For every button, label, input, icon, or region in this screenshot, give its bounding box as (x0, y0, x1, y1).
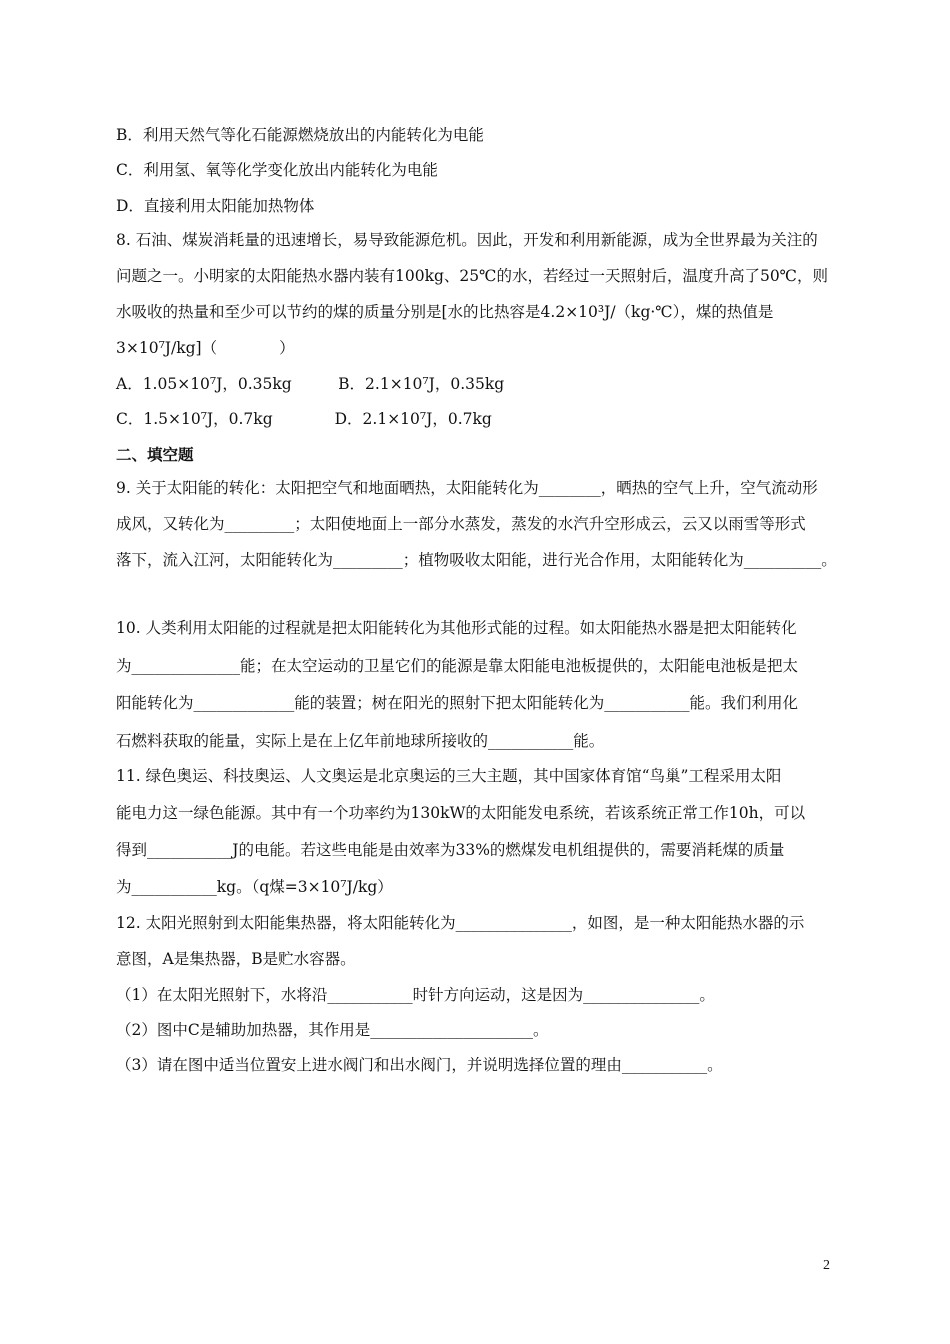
question-8-line-1: 8. 石油、煤炭消耗量的迅速增长，易导致能源危机。因此，开发和利用新能源，成为全世界最为关注的 (116, 231, 818, 249)
question-12-line-2: 意图，A是集热器，B是贮水容器。 (116, 950, 356, 968)
question-10-line-4: 石燃料获取的能量，实际上是在上亿年前地球所接收的___________能。 (116, 732, 605, 750)
question-9-line-3: 落下，流入江河，太阳能转化为_________；植物吸收太阳能，进行光合作用，太阳能转化为__________。 (116, 551, 837, 569)
option-b-q7: B．利用天然气等化石能源燃烧放出的内能转化为电能 (116, 126, 484, 144)
question-11-line-4: 为___________kg。（q煤=3×10⁷J/kg） (116, 878, 393, 896)
question-10-line-1: 10. 人类利用太阳能的过程就是把太阳能转化为其他形式能的过程。如太阳能热水器是把太阳能转化 (116, 619, 797, 637)
option-c-q7: C．利用氢、氧等化学变化放出内能转化为电能 (116, 161, 438, 179)
question-11-line-3: 得到___________J的电能。若这些电能是由效率为33%的燃煤发电机组提供的，需要消耗煤的质量 (116, 841, 785, 859)
question-8-options-ab: A．1.05×10⁷J，0.35kg B．2.1×10⁷J，0.35kg (116, 375, 505, 393)
question-10-line-2: 为______________能；在太空运动的卫星它们的能源是靠太阳能电池板提供的，太阳能电池板是把太 (116, 657, 799, 675)
option-d-q7: D．直接利用太阳能加热物体 (116, 197, 315, 215)
question-10-line-3: 阳能转化为_____________能的装置；树在阳光的照射下把太阳能转化为___________能。我们利用化 (116, 694, 799, 712)
section-heading-fill-in: 二、填空题 (116, 446, 194, 464)
question-11-line-2: 能电力这一绿色能源。其中有一个功率约为130kW的太阳能发电系统，若该系统正常工作10h，可以 (116, 804, 806, 822)
question-12-part-2: （2）图中C是辅助加热器，其作用是_____________________。 (116, 1021, 549, 1039)
question-9-line-1: 9. 关于太阳能的转化：太阳把空气和地面晒热，太阳能转化为________，晒热的空气上升，空气流动形 (116, 479, 818, 497)
question-12-line-1: 12. 太阳光照射到太阳能集热器，将太阳能转化为_______________，如图，是一种太阳能热水器的示 (116, 914, 805, 932)
question-11-line-1: 11. 绿色奥运、科技奥运、人文奥运是北京奥运的三大主题，其中国家体育馆“鸟巢”工程采用太阳 (116, 767, 782, 785)
page-number: 2 (823, 1258, 830, 1273)
question-8-options-cd: C．1.5×10⁷J，0.7kg D．2.1×10⁷J，0.7kg (116, 410, 492, 428)
question-9-line-2: 成风，又转化为_________；太阳使地面上一部分水蒸发，蒸发的水汽升空形成云，云又以雨雪等形式 (116, 515, 806, 533)
question-8-line-3: 水吸收的热量和至少可以节约的煤的质量分别是[水的比热容是4.2×10³J/（kg·℃），煤的热值是 (116, 303, 774, 321)
question-8-line-4: 3×10⁷J/kg]（ ） (116, 339, 295, 357)
question-12-part-1: （1）在太阳光照射下，水将沿___________时针方向运动，这是因为_______________。 (116, 986, 715, 1004)
question-8-line-2: 问题之一。小明家的太阳能热水器内装有100kg、25℃的水，若经过一天照射后，温度升高了50℃，则 (116, 267, 829, 285)
question-12-part-3: （3）请在图中适当位置安上进水阀门和出水阀门，并说明选择位置的理由___________。 (116, 1056, 723, 1074)
